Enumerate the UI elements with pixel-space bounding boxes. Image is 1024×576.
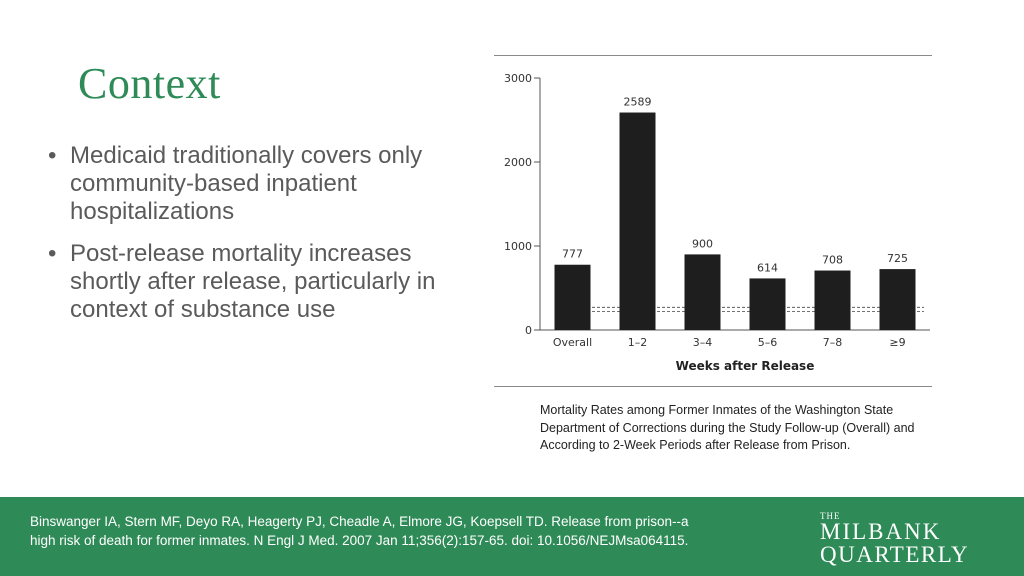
x-tick-label: 3–4 [692,336,713,349]
y-tick-label: 0 [525,324,532,337]
logo-line1: MILBANK [820,519,942,544]
chart-caption: Mortality Rates among Former Inmates of the Washington State Department of Corrections during the Study Follow-up (Overall) and According to 2-Week Periods after Release from Prison. [540,403,915,452]
bullet-text: Medicaid traditionally covers only community-based inpatient hospitalizations [70,142,423,225]
bullet-dot-icon: • [48,240,57,267]
footer-bar [0,497,1024,576]
x-tick-label: 7–8 [822,336,843,349]
bar-value-label: 725 [887,252,908,266]
bar-value-label: 777 [562,247,583,261]
bar-value-label: 900 [692,237,713,251]
bar-5 [880,269,916,330]
bullet-text: Post-release mortality increases shortly after release, particularly in context of substance use [70,240,436,323]
mortality-bar-chart [494,62,934,380]
x-tick-label: 1–2 [627,336,648,349]
bar-value-label: 2589 [623,95,652,109]
bar-1 [620,113,656,330]
bullet-dot-icon: • [48,142,57,169]
slide-title: Context [78,59,221,108]
chart-top-divider [494,55,932,56]
chart-bottom-divider [494,386,932,387]
bar-2 [685,254,721,330]
y-tick-label: 1000 [504,240,532,253]
bullet-item [44,240,474,324]
bar-value-label: 708 [822,253,843,267]
bullet-item [44,142,474,226]
logo-line2: QUARTERLY [820,542,970,567]
logo-the: THE [820,511,841,521]
chart-svg [494,62,934,380]
bullet-list [44,142,474,338]
x-tick-label: ≥9 [889,336,906,349]
bar-4 [815,271,851,330]
y-tick-label: 3000 [504,72,532,85]
citation-text: Binswanger IA, Stern MF, Deyo RA, Heagerty PJ, Cheadle A, Elmore JG, Koepsell TD. Release from prison--a high risk of death for former inmates. N Engl J Med. 2007 Jan 11;356(2):157-65. doi: 10.1056/NEJMsa064115. [30,514,689,548]
bar-3 [750,278,786,330]
bar-0 [555,265,591,330]
x-tick-label: 5–6 [757,336,778,349]
y-tick-label: 2000 [504,156,532,169]
x-axis-label: Weeks after Release [675,359,815,373]
x-tick-label: Overall [552,336,593,349]
milbank-logo [820,511,969,567]
bar-value-label: 614 [757,261,778,275]
